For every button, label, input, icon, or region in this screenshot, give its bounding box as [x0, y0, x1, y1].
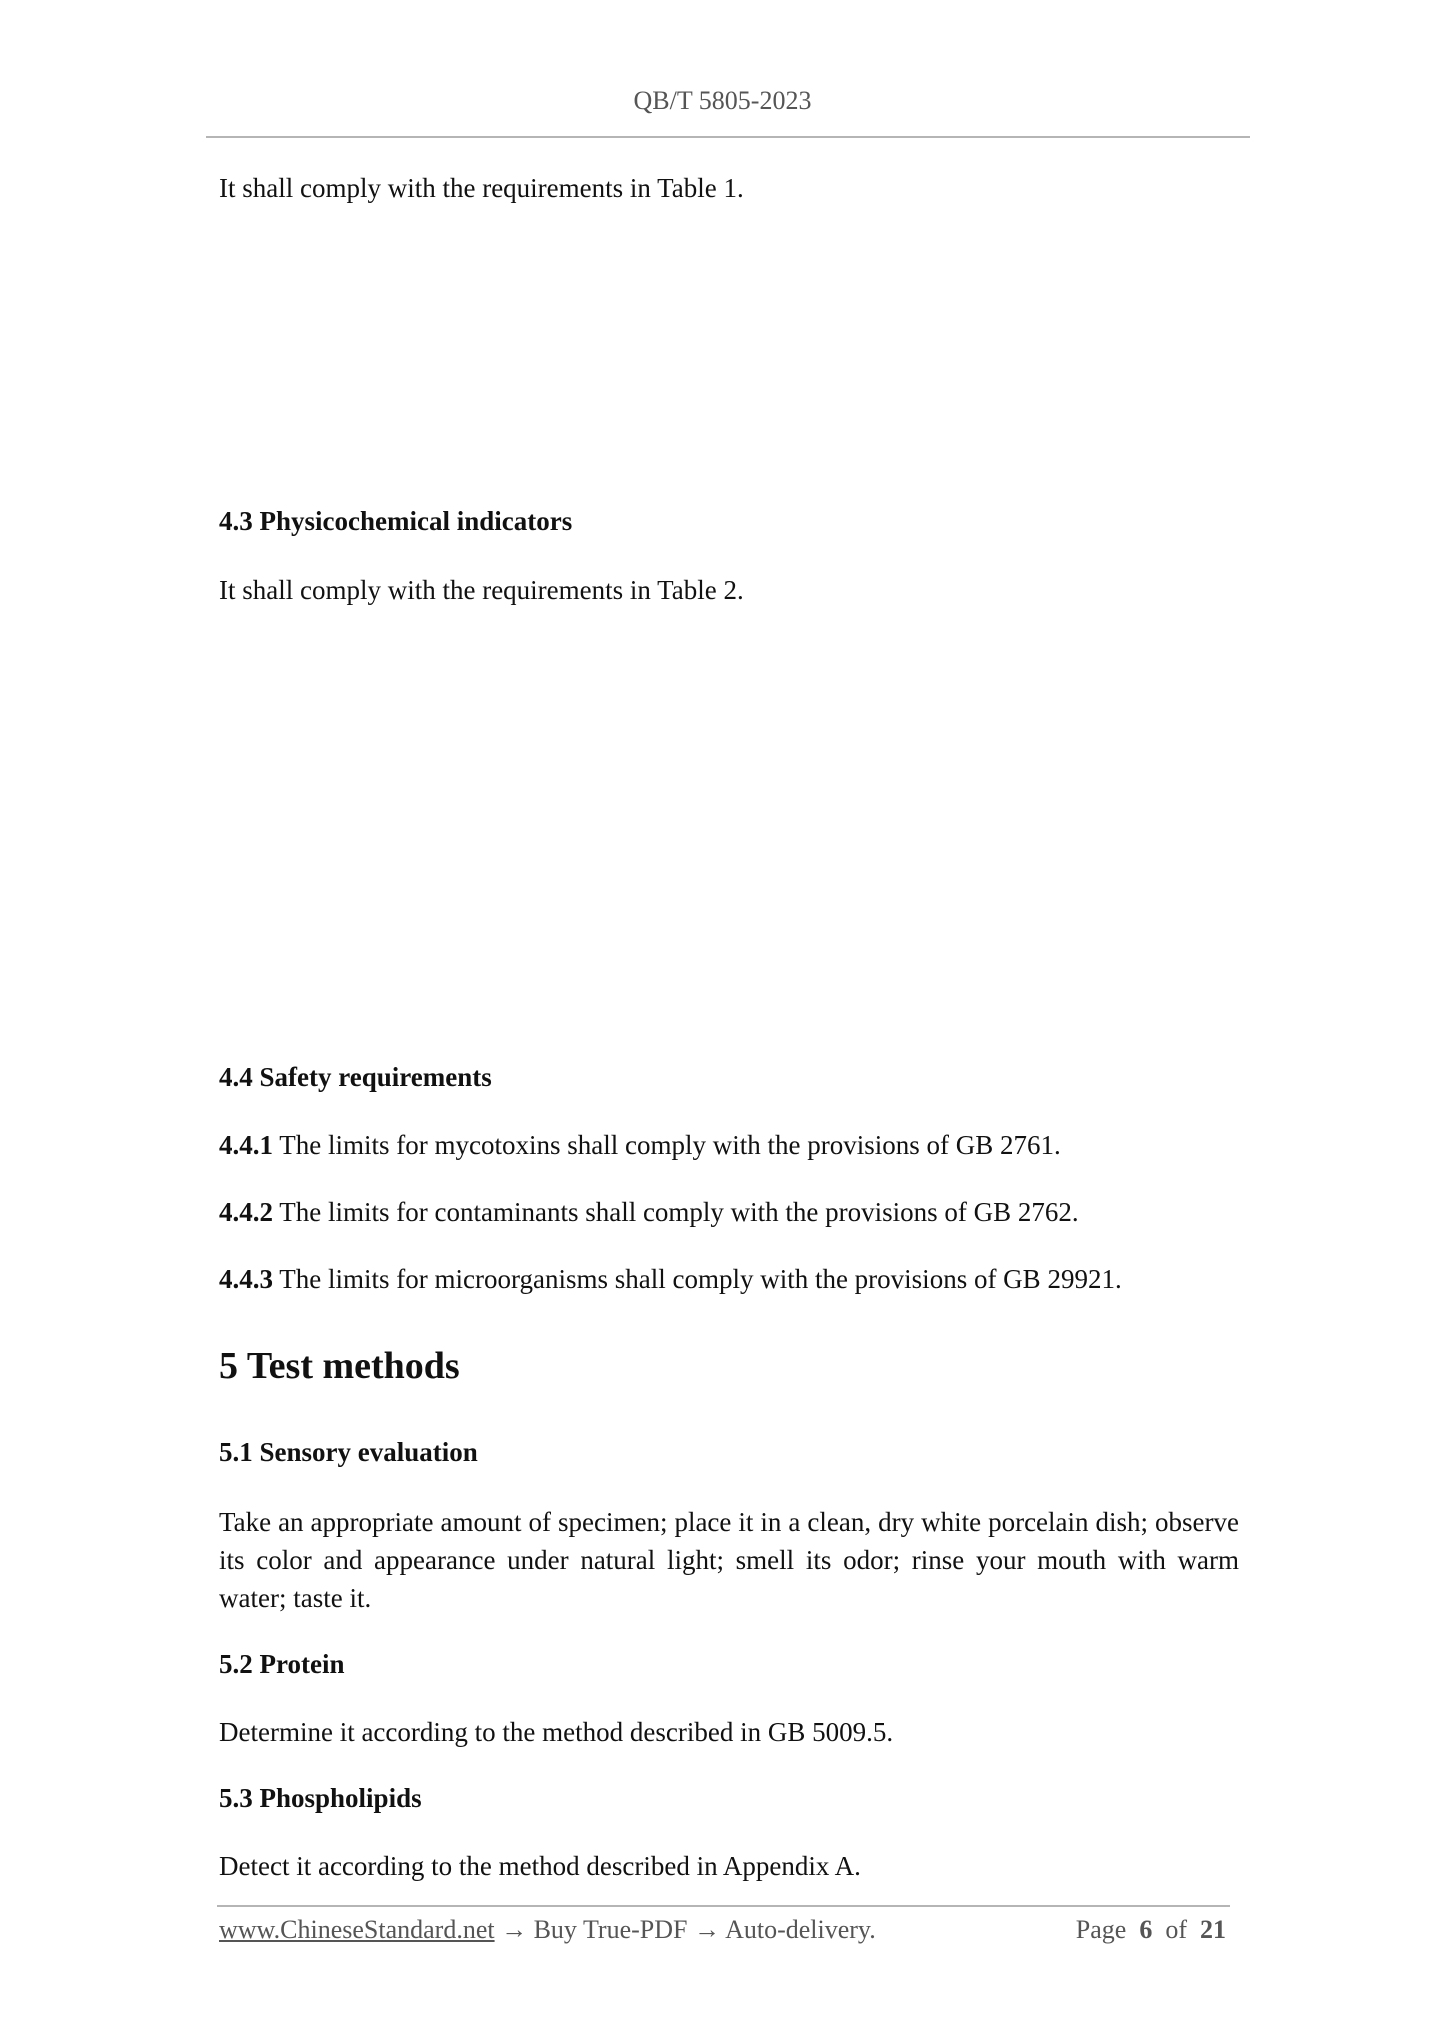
buy-text: Buy True-PDF: [527, 1915, 694, 1944]
section-4-4-heading: 4.4 Safety requirements: [219, 1062, 492, 1092]
website-link[interactable]: www.ChineseStandard.net: [219, 1915, 495, 1944]
footer-divider: [217, 1905, 1230, 1907]
page-total: 21: [1200, 1915, 1226, 1944]
section-5-3-text: Detect it according to the method described in Appendix A.: [219, 1851, 861, 1881]
section-5-2-heading: 5.2 Protein: [219, 1649, 345, 1679]
section-5-1-text: Take an appropriate amount of specimen; place it in a clean, dry white porcelain dish; observe its color and appearance under natural light; smell its odor; rinse your mouth with warm water; taste it.: [219, 1507, 1239, 1613]
of-label: of: [1165, 1915, 1187, 1944]
clause-text: The limits for mycotoxins shall comply with the provisions of GB 2761.: [273, 1130, 1061, 1160]
clause-4-4-3: [219, 1260, 1122, 1298]
page-label: Page: [1075, 1915, 1127, 1944]
arrow-icon: →: [501, 1915, 528, 1944]
clause-text: The limits for microorganisms shall comply with the provisions of GB 29921.: [273, 1264, 1122, 1294]
clause-number: 4.4.3: [219, 1264, 273, 1294]
section-5-3-heading: 5.3 Phospholipids: [219, 1783, 422, 1813]
footer-promo: [219, 1915, 876, 1945]
section-5-1-heading: 5.1 Sensory evaluation: [219, 1437, 478, 1467]
page-number: 6: [1139, 1915, 1153, 1944]
page-indicator: [1076, 1915, 1226, 1945]
section-5-heading: 5 Test methods: [219, 1345, 460, 1387]
document-id-header: QB/T 5805-2023: [633, 86, 812, 115]
section-4-3-text: It shall comply with the requirements in Table 2.: [219, 575, 744, 605]
clause-text: The limits for contaminants shall comply with the provisions of GB 2762.: [273, 1197, 1079, 1227]
intro-text: It shall comply with the requirements in Table 1.: [219, 173, 744, 203]
section-5-2-text: Determine it according to the method described in GB 5009.5.: [219, 1717, 894, 1747]
clause-4-4-2: [219, 1193, 1079, 1231]
delivery-text: Auto-delivery.: [720, 1915, 876, 1944]
header-divider: [206, 136, 1250, 138]
clause-4-4-1: [219, 1126, 1061, 1164]
arrow-icon: →: [694, 1915, 720, 1944]
clause-number: 4.4.2: [219, 1197, 273, 1227]
clause-number: 4.4.1: [219, 1130, 273, 1160]
section-4-3-heading: 4.3 Physicochemical indicators: [219, 506, 573, 536]
